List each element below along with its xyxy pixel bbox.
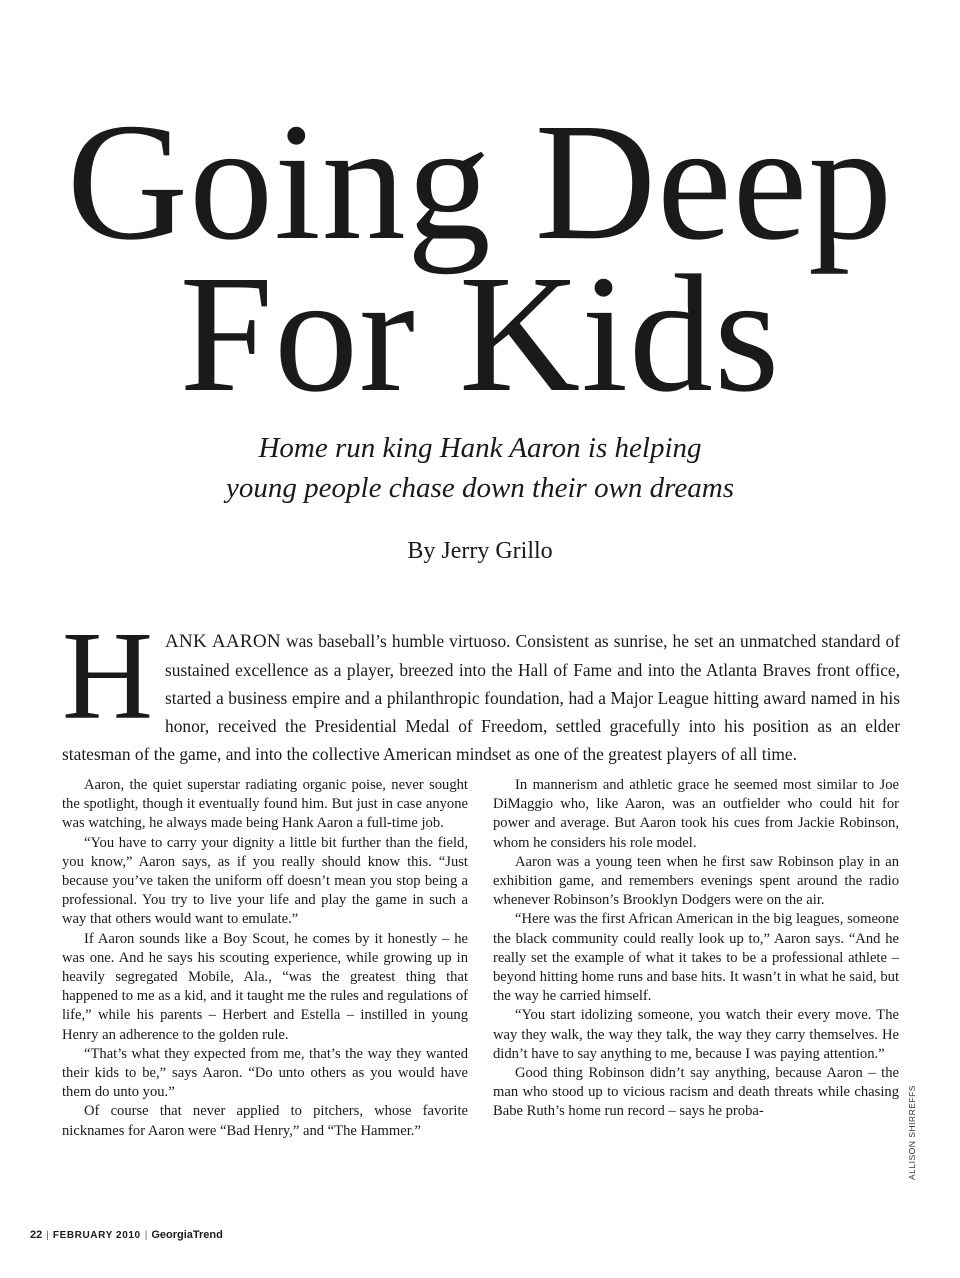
article-subtitle (0, 428, 960, 508)
subtitle-line-1: Home run king Hank Aaron is helping (258, 432, 702, 464)
drop-cap: H (62, 607, 153, 746)
publication-name: GeorgiaTrend (151, 1229, 223, 1241)
issue-date: FEBRUARY 2010 (52, 1230, 141, 1241)
article-title-line-1: Going Deep (66, 89, 894, 275)
body-column-right (493, 776, 899, 1122)
body-paragraph: Aaron was a young teen when he first saw Robinson play in an exhibition game, and remembers evenings spent around the radio whenever Robinson’s Brooklyn Dodgers were on the air. (493, 853, 899, 909)
body-paragraph: Of course that never applied to pitchers, whose favorite nicknames for Aaron were “Bad Henry,” and “The Hammer.” (62, 1103, 468, 1139)
lead-text: was baseball’s humble virtuoso. Consistent as sunrise, he set an unmatched standard of sustained excellence as a player, breezed into the Hall of Fame and into the Atlanta Braves front office, started a business empire and a philanthropic foundation, had a Major League hitting award named in his honor, received the Presidential Medal of Freedom, settled gracefully into his position as an elder statesman of the game, and into the collective American mindset as one of the greatest players of all time. (62, 631, 900, 764)
lead-small-caps: ANK AARON (165, 631, 281, 652)
body-paragraph: “You start idolizing someone, you watch their every move. The way they walk, the way they talk, the way they carry themselves. He didn’t have to say anything to me, because I was paying attention.” (493, 1007, 899, 1062)
article-title-line-2: For Kids (179, 241, 781, 427)
photo-credit-text: ALLISON SHIRREFFS (907, 1085, 917, 1180)
body-paragraph: Aaron, the quiet superstar radiating organic poise, never sought the spotlight, though it eventually found him. But just in case anyone was watching, he always made being Hank Aaron a full-time job. (62, 777, 468, 832)
subtitle-line-2: young people chase down their own dreams (226, 472, 734, 504)
body-paragraph: “You have to carry your dignity a little bit further than the field, you know,” Aaron says, as if you really should know this. “Just because you’ve taken the uniform off doesn’t mean you stop being a professional. You try to live your life and play the game in such a way that others would want to emulate.” (62, 834, 468, 928)
lead-paragraph (62, 607, 900, 768)
body-paragraph: “Here was the first African American in the big leagues, someone the black community could really look up to,” Aaron says. “And he really set the example of what it takes to be a professional athlete – beyond hitting home runs and base hits. It wasn’t in what he said, but the way he carried himself. (493, 911, 899, 1005)
body-paragraph: Good thing Robinson didn’t say anything, because Aaron – the man who stood up to vicious racism and death threats while chasing Babe Ruth’s home run record – says he proba- (493, 1065, 899, 1120)
body-column-left (62, 776, 468, 1141)
body-paragraph: If Aaron sounds like a Boy Scout, he comes by it honestly – he was one. And he says his scouting experience, while growing up in heavily segregated Mobile, Ala., “was the greatest thing that happened to me as a kid, and it taught me the rules and regulations of life,” while his parents – Herbert and Estella – instilled in young Henry an adherence to the golden rule. (62, 930, 468, 1043)
byline: By Jerry Grillo (407, 538, 553, 564)
page-number: 22 (30, 1229, 43, 1241)
footer-separator: | (46, 1230, 49, 1241)
page-footer (30, 1229, 223, 1241)
body-paragraph: In mannerism and athletic grace he seemed most similar to Joe DiMaggio who, like Aaron, was an outfielder who could hit for power and average. But Aaron took his cues from Jackie Robinson, whom he considers his role model. (493, 777, 899, 851)
footer-separator: | (144, 1230, 148, 1241)
body-paragraph: “That’s what they expected from me, that’s the way they wanted their kids to be,” says Aaron. “Do unto others as you would have them do unto you.” (62, 1045, 468, 1101)
